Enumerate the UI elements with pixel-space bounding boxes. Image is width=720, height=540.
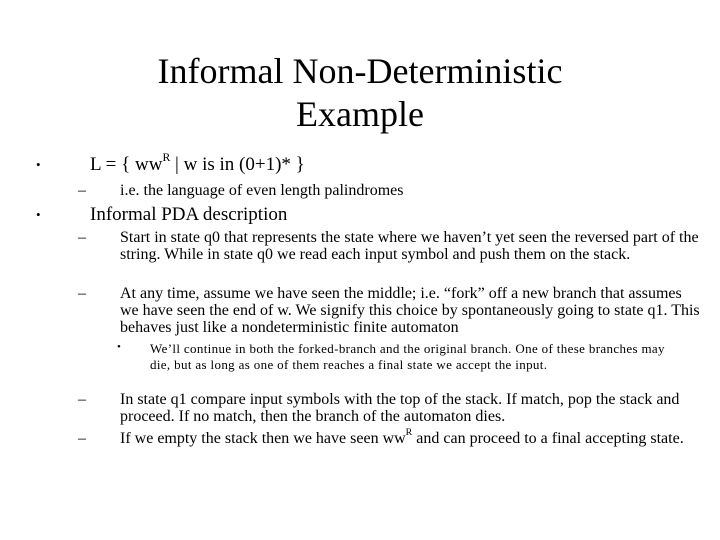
bullet-icon: •	[36, 157, 41, 172]
dash-icon: –	[78, 430, 86, 447]
palindromes-text: i.e. the language of even length palindromes	[120, 182, 404, 199]
dash-icon: –	[78, 285, 86, 302]
dash-icon: –	[78, 182, 86, 199]
slide-title-line-2: Example	[296, 94, 424, 134]
bullet-icon: •	[117, 341, 121, 353]
state-q1-text: In state q1 compare input symbols with the top of the stack. If match, pop the stack and proceed. If no match, then the branch of the automaton dies.	[120, 391, 680, 425]
empty-stack-text: If we empty the stack then we have seen $ww^R$ and can proceed to a final accepting state.	[120, 427, 684, 447]
dash-icon: –	[78, 391, 86, 408]
branches-text: We’ll continue in both the forked-branch and the original branch. One of these branches may die, but as long as one of them reaches a final state we accept the input.	[150, 341, 665, 372]
language-definition-text: L = { $ww^R$ | w is in (0+1)* }	[90, 150, 305, 175]
fork-text: At any time, assume we have seen the middle; i.e. “fork” off a new branch that assumes we have seen the end of w. We signify this choice by spontaneously going to state q1. This behaves just like a nondeterministic finite automaton	[120, 285, 700, 336]
informal-pda-text: Informal PDA description	[90, 204, 288, 225]
slide-title-line-1: Informal Non-Deterministic	[157, 51, 563, 91]
reverse-superscript: R	[162, 150, 171, 164]
reverse-superscript: R	[405, 427, 413, 439]
dash-icon: –	[78, 229, 86, 246]
state-q0-text: Start in state q0 that represents the state where we haven’t yet seen the reversed part of the string. While in state q0 we read each input symbol and push them on the stack.	[120, 229, 699, 263]
bullet-icon: •	[36, 207, 41, 222]
slide-title	[0, 50, 720, 136]
